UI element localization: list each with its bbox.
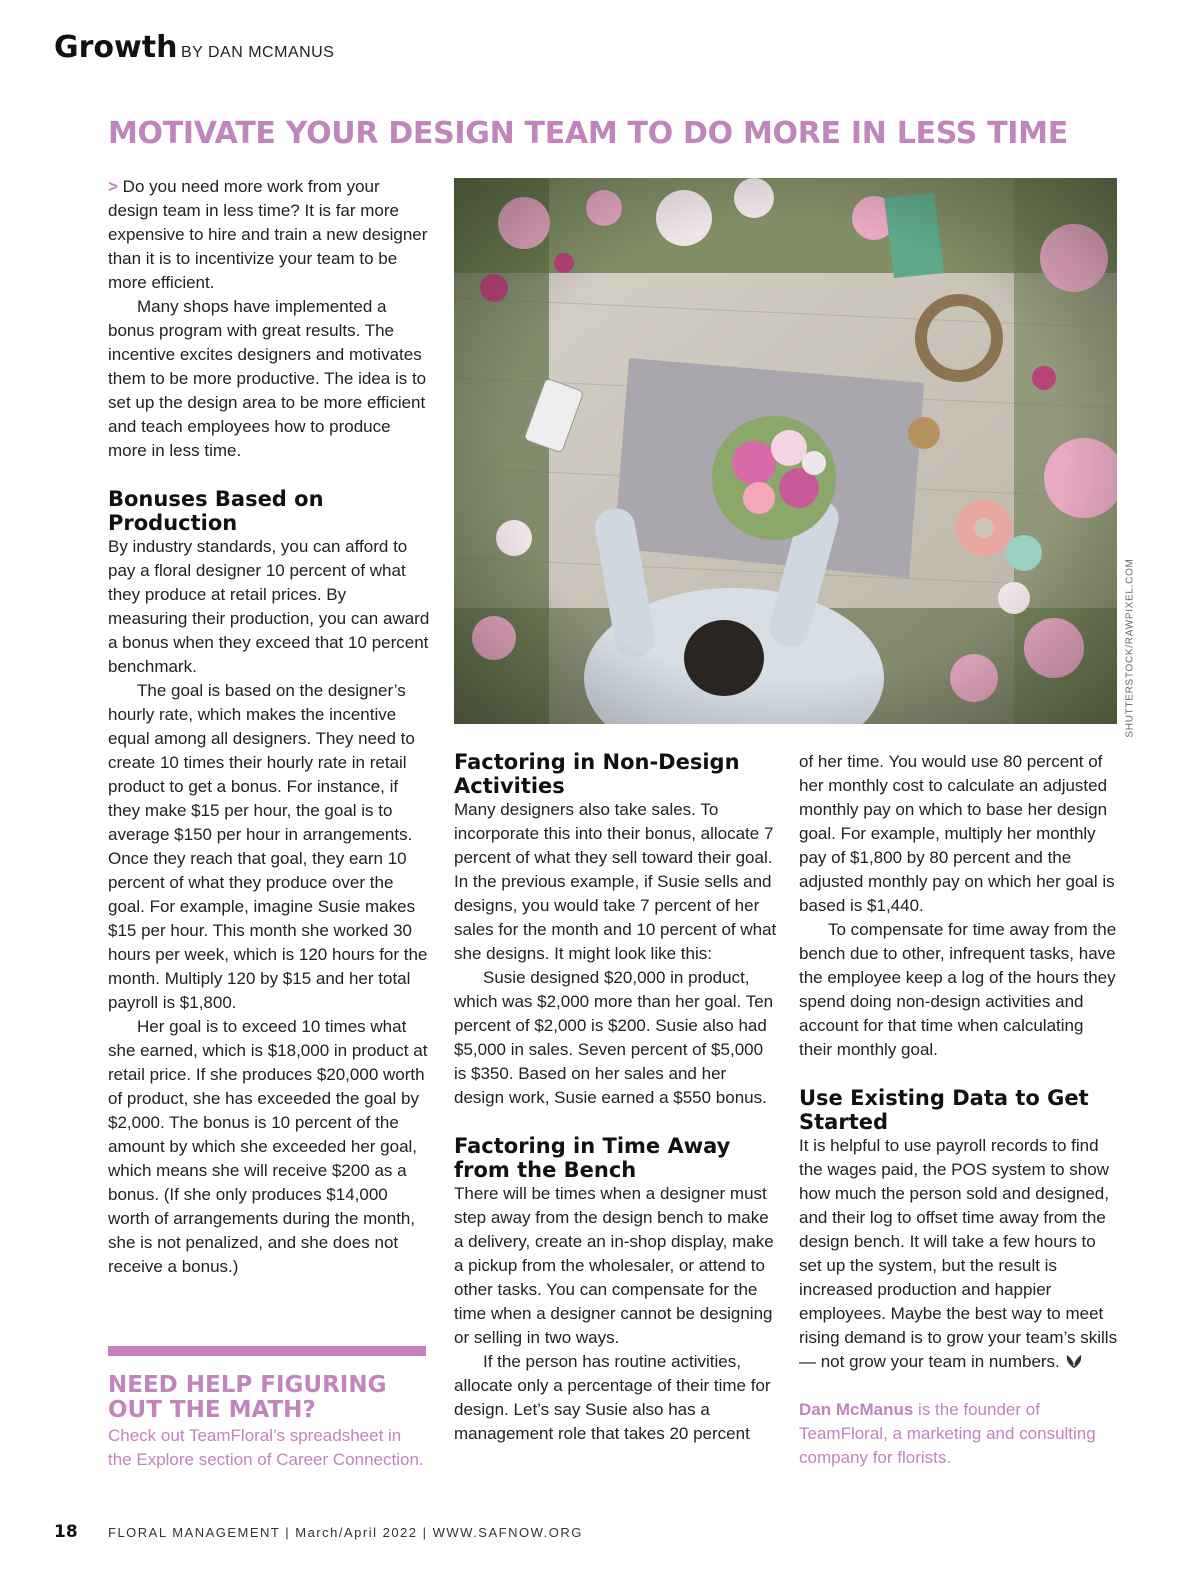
intro-paragraph-1-text: Do you need more work from your design team in less time? It is far more expensive to hire and train a new designer than it is to incentivize your team to be more efficient. [108, 177, 428, 292]
time-away-paragraph-3: To compensate for time away from the bench due to other, infrequent tasks, have the employee keep a log of the hours they spend doing non-design activities and account for that time when calculating their monthly goal. [799, 920, 1117, 1059]
column-middle [454, 750, 778, 1446]
author-bio-text: is the founder of TeamFloral, a marketing and consulting company for florists. [799, 1400, 1096, 1467]
photo-credit [1122, 558, 1138, 738]
existing-data-paragraph [799, 1134, 1119, 1374]
photo-credit-text: SHUTTERSTOCK/RAWPIXEL.COM [1124, 558, 1136, 738]
bonuses-paragraph-1: By industry standards, you can afford to pay a floral designer 10 percent of what they produce at retail prices. By measuring their production, you can award a bonus when they exceed that 10 percent benchmark. [108, 537, 430, 676]
time-away-paragraph-1: There will be times when a designer must step away from the design bench to make a delivery, create an in-shop display, make a pickup from the wholesaler, or attend to other tasks. You can compensate for the time when a designer cannot be designing or selling in two ways. [454, 1184, 774, 1347]
byline: BY DAN MCMANUS [181, 44, 335, 61]
end-mark-icon [1065, 1353, 1083, 1369]
page-number: 18 [54, 1522, 78, 1542]
sidebar-rule [108, 1346, 426, 1356]
sidebar-body: Check out TeamFloral’s spreadsheet in the Explore section of Career Connection. [108, 1426, 424, 1469]
intro-paragraph-1 [108, 175, 430, 295]
article-headline: MOTIVATE YOUR DESIGN TEAM TO DO MORE IN LESS TIME [108, 116, 1068, 151]
non-design-paragraph-1: Many designers also take sales. To incorporate this into their bonus, allocate 7 percent of what they sell toward their goal. In the previous example, if Susie sells and designs, you would take 7 percent of her sales for the month and 10 percent of what she designs. It might look like this: [454, 800, 777, 963]
chevron-right-icon: > [108, 177, 118, 196]
section-heading-time-away: Factoring in Time Away from the Bench [454, 1134, 731, 1182]
column-right [799, 750, 1119, 1470]
time-away-paragraph-2-continued: of her time. You would use 80 percent of her monthly cost to calculate an adjusted monthly pay on which to base her design goal. For example, multiply her monthly pay of $1,800 by 80 percent and the adjusted monthly pay on which her goal is based is $1,440. [799, 752, 1115, 915]
section-heading-non-design: Factoring in Non-Design Activities [454, 750, 740, 798]
section-heading-bonuses: Bonuses Based on Production [108, 487, 324, 535]
time-away-paragraph-2: If the person has routine activities, allocate only a percentage of their time for design. Let’s say Susie also has a management role that takes 20 percent [454, 1352, 771, 1443]
author-bio [799, 1398, 1119, 1470]
non-design-paragraph-2: Susie designed $20,000 in product, which was $2,000 more than her goal. Ten percent of $2,000 is $200. Susie also had $5,000 in sales. Seven percent of $5,000 is $350. Based on her sales and her design work, Susie earned a $550 bonus. [454, 968, 774, 1107]
author-name: Dan McManus [799, 1400, 914, 1419]
sidebar-title: NEED HELP FIGURING OUT THE MATH? [108, 1372, 387, 1423]
column-left [108, 175, 430, 1279]
section-heading-existing-data: Use Existing Data to Get Started [799, 1086, 1089, 1134]
section-label: Growth [54, 30, 178, 65]
bonuses-paragraph-2: The goal is based on the designer’s hourly rate, which makes the incentive equal among all designers. They need to create 10 times their hourly rate in retail product to get a bonus. For instance, if they make $15 per hour, the goal is to average $150 per hour in arrangements. Once they reach that goal, they earn 10 percent of what they produce over the goal. For example, imagine Susie makes $15 per hour. This month she worked 30 hours per week, which is 120 hours for the month. Multiply 120 by $15 and her total payroll is $1,800. [108, 681, 428, 1012]
bonuses-paragraph-3: Her goal is to exceed 10 times what she earned, which is $18,000 in product at retail price. If she produces $20,000 worth of product, she has exceeded the goal by $2,000. The bonus is 10 percent of the amount by which she exceeded her goal, which means she will receive $200 as a bonus. (If she only produces $14,000 worth of arrangements during the month, she is not penalized, and she does not receive a bonus.) [108, 1017, 428, 1276]
footer-publication: FLORAL MANAGEMENT | March/April 2022 | WWW.SAFNOW.ORG [108, 1525, 583, 1540]
intro-paragraph-2: Many shops have implemented a bonus program with great results. The incentive excites designers and motivates them to be more productive. The idea is to set up the design area to be more efficient and teach employees how to produce more in less time. [108, 297, 427, 460]
existing-data-text: It is helpful to use payroll records to find the wages paid, the POS system to show how much the person sold and designed, and their log to offset time away from the design bench. It will take a few hours to set up the system, but the result is increased production and happier employees. Maybe the best way to meet rising demand is to grow your team’s skills — not grow your team in numbers. [799, 1136, 1118, 1371]
florist-photo [454, 178, 1117, 724]
